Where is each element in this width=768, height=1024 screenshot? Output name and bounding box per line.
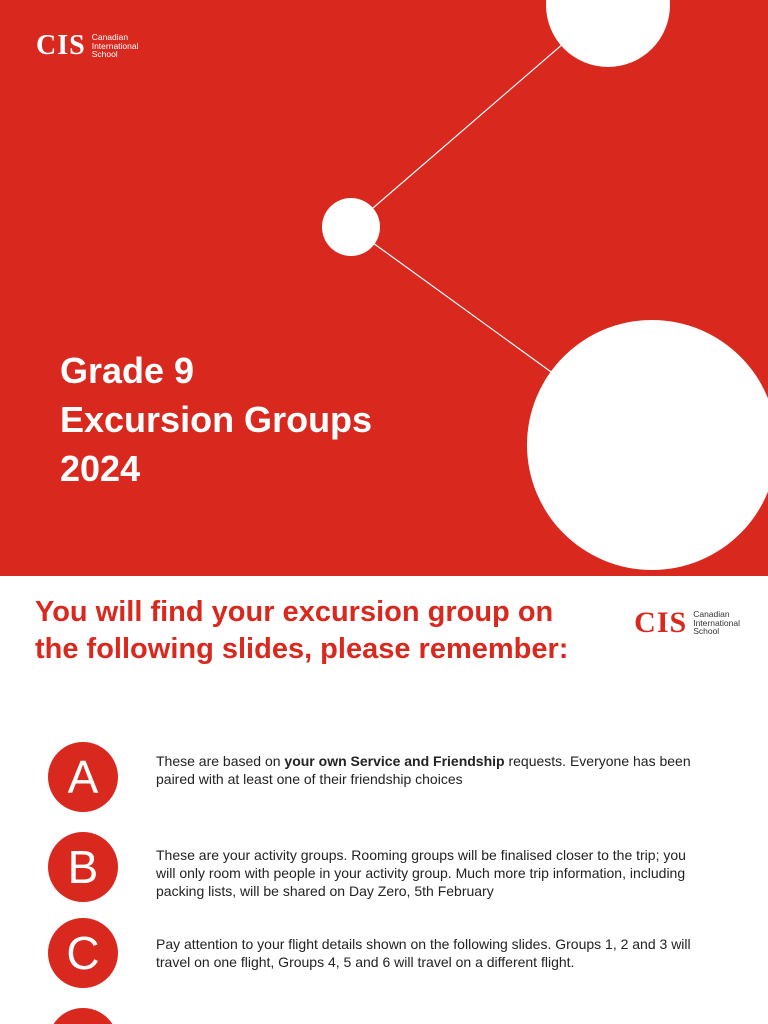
instructions-slide (0, 576, 768, 1024)
badge-a: A (48, 742, 118, 812)
badge-partial (48, 1008, 118, 1024)
slide-title (60, 346, 372, 493)
item-text: Pay attention to your flight details shown on the following slides. Groups 1, 2 and 3 will travel on one flight, Groups 4, 5 and 6 will travel on a different flight. (156, 936, 691, 970)
logo-mark: CIS (36, 30, 86, 61)
circle-top (546, 0, 670, 67)
circle-middle (322, 198, 380, 256)
list-item (48, 918, 706, 988)
cis-logo (634, 606, 740, 640)
title-line-excursion: Excursion Groups (60, 399, 373, 440)
slide-heading: You will find your excursion group on the following slides, please remember: (35, 596, 569, 665)
circle-large (527, 320, 768, 570)
logo-words: Canadian International School (693, 608, 740, 637)
logo-words: Canadian International School (91, 31, 139, 60)
item-text: These are based on your own Service and Friendship requests. Everyone has been paired with at least one of their friendship choices (156, 753, 691, 787)
title-line-year: 2024 (60, 448, 141, 489)
cis-logo (36, 30, 139, 62)
title-line-grade: Grade 9 (60, 350, 195, 391)
logo-mark: CIS (634, 606, 688, 639)
badge-c: C (48, 918, 118, 988)
badge-b: B (48, 832, 118, 902)
list-item (48, 742, 706, 812)
list-item (48, 832, 706, 902)
item-text: These are your activity groups. Rooming groups will be finalised closer to the trip; you will only room with people in your activity group. Much more trip information, including packing lists, will be shared on Day Zero, 5th February (156, 847, 686, 899)
